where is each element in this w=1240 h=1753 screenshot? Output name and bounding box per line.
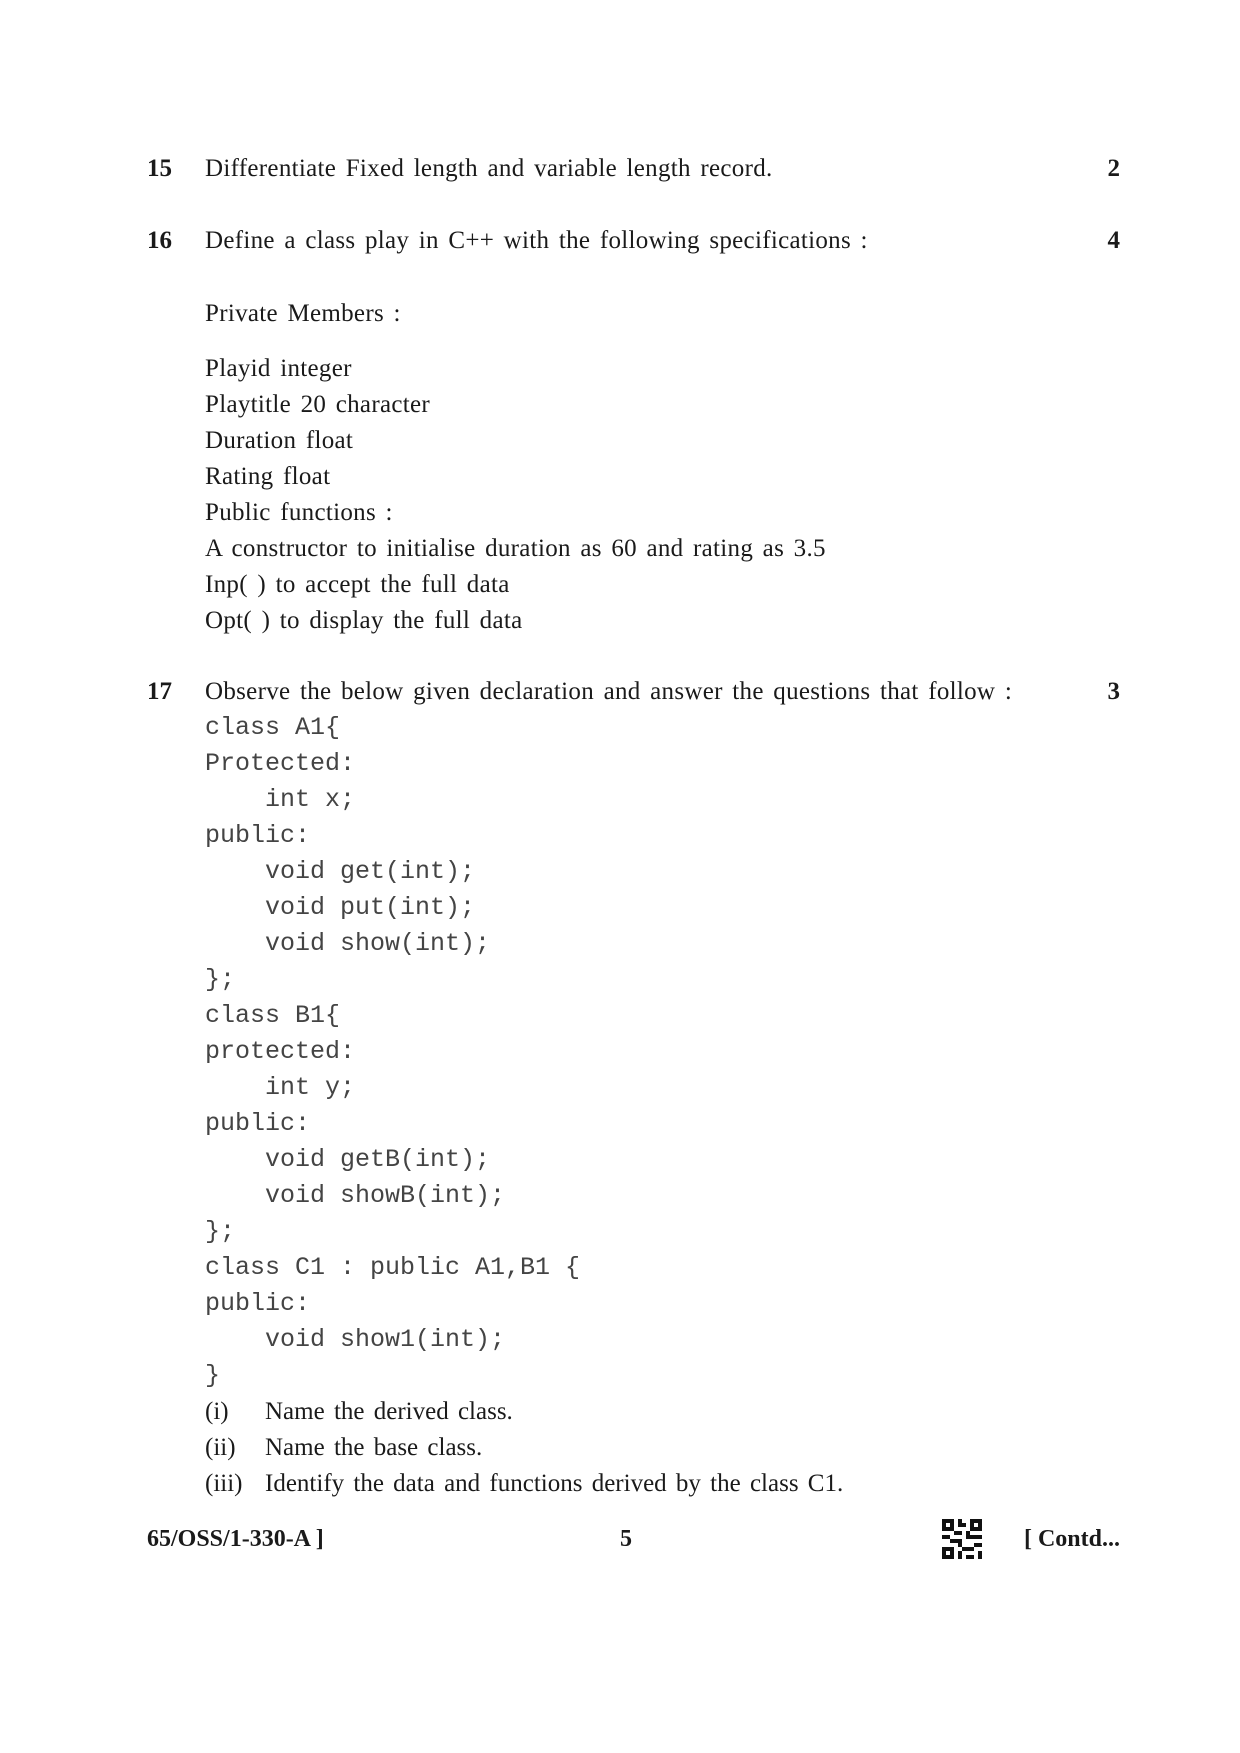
code-line: protected: [205,1037,356,1066]
code-line: }; [205,1217,236,1246]
subquestion-text: Name the base class. [265,1434,483,1461]
question-marks: 4 [1107,227,1120,254]
code-line: void show(int); [265,929,491,958]
code-line: class C1 : public A1,B1 { [205,1253,581,1282]
question-marks: 3 [1107,678,1120,705]
question-16 [147,221,1120,261]
spec-line: A constructor to initialise duration as 60 and rating as 3.5 [205,535,826,562]
question-text: Observe the below given declaration and answer the questions that follow : [205,678,1013,705]
code-line: void show1(int); [265,1325,506,1354]
code-line: }; [205,965,236,994]
subquestion-label: (i) [205,1398,229,1425]
question-number: 15 [147,155,172,182]
subquestion-text: Name the derived class. [265,1398,513,1425]
spec-line: Playtitle 20 character [205,391,431,418]
question-16-subheading [205,296,1005,332]
spec-line: Duration float [205,427,354,454]
qr-code-icon [942,1519,982,1559]
code-block [205,710,580,1394]
code-line: int x; [265,785,356,814]
question-marks: 2 [1107,155,1120,182]
code-line: void getB(int); [265,1145,491,1174]
code-line: void showB(int); [265,1181,506,1210]
continued-label: [ Contd... [1023,1526,1120,1552]
spec-line: Playid integer [205,355,352,382]
code-line: void put(int); [265,893,476,922]
question-text: Differentiate Fixed length and variable length record. [205,155,773,182]
question-number: 16 [147,227,172,254]
code-line: class B1{ [205,1001,341,1030]
spec-line: Rating float [205,463,331,490]
subquestion-label: (ii) [205,1434,236,1461]
spec-line: Opt( ) to display the full data [205,607,523,634]
question-number: 17 [147,678,172,705]
subquestion-text: Identify the data and functions derived by the class C1. [265,1470,844,1497]
code-line: public: [205,821,311,850]
spec-line: Public functions : [205,499,393,526]
spec-line: Inp( ) to accept the full data [205,571,510,598]
page-footer [147,1519,1120,1559]
question-text: Define a class play in C++ with the following specifications : [205,227,868,254]
question-16-specifications [205,351,1005,639]
code-line: int y; [265,1073,356,1102]
code-line: } [205,1361,221,1390]
page-number: 5 [620,1526,632,1552]
code-line: void get(int); [265,857,476,886]
subquestion-label: (iii) [205,1470,243,1497]
code-line: public: [205,1289,311,1318]
paper-code: 65/OSS/1-330-A ] [147,1526,324,1552]
code-line: Protected: [205,749,356,778]
question-15 [147,149,1120,189]
code-line: class A1{ [205,713,341,742]
code-line: public: [205,1109,311,1138]
question-17 [147,672,1120,712]
subheading: Private Members : [205,300,401,327]
